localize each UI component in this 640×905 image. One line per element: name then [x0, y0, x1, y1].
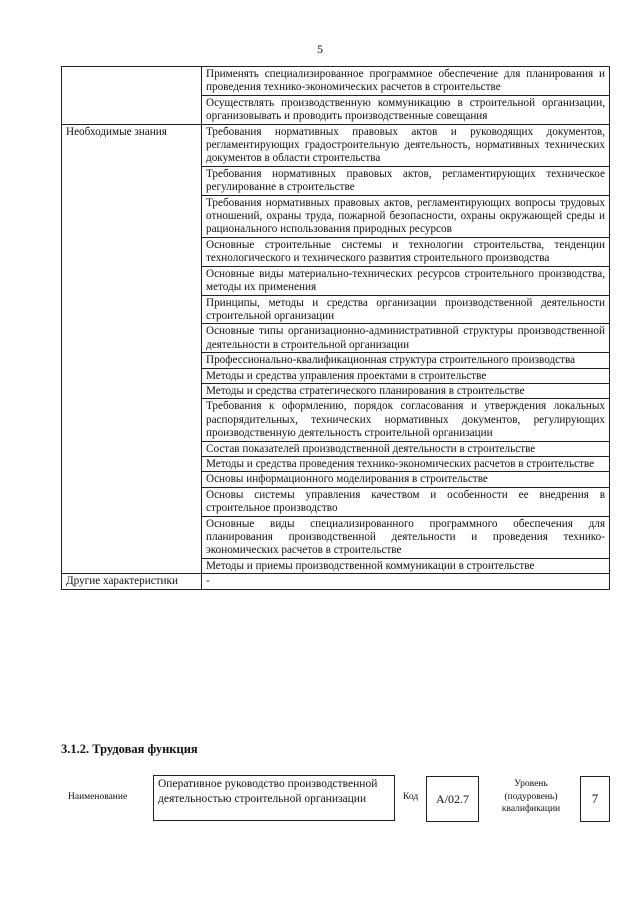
item-text: Методы и средства проведения технико-экономических расчетов в строительстве: [206, 457, 595, 470]
item-text: Профессионально-квалификационная структура строительного производства: [206, 354, 576, 367]
section-heading: 3.1.2. Трудовая функция: [61, 742, 198, 756]
item-text: Состав показателей производственной деятельности в строительстве: [206, 442, 536, 455]
level-label: Уровень (подуровень) квалификации: [501, 779, 561, 814]
name-label: Наименование: [68, 792, 128, 802]
item-cell: [202, 399, 610, 441]
item-text: Методы и средства стратегического планирования в строительстве: [206, 384, 525, 397]
item-cell: [202, 95, 610, 124]
item-text: Требования нормативных правовых актов, регламентирующих вопросы трудовых отношений, охраны труда, пожарной безопасности, охраны окружающей среды и рационального использования природных ресурсов: [206, 196, 605, 236]
row-label-cell: [62, 574, 202, 589]
table-row: [62, 124, 610, 166]
table-row: [62, 67, 610, 96]
row-label: Необходимые знания: [66, 125, 167, 138]
table-row: [62, 574, 610, 589]
item-text: Требования нормативных правовых актов, регламентирующих техническое регулирование в строительстве: [206, 167, 605, 194]
requirements-table: [61, 66, 610, 590]
item-text: Принципы, методы и средства организации производственной деятельности строительной организации: [206, 296, 605, 322]
item-text: Основные виды материально-технических ресурсов строительного производства, методы их применения: [206, 267, 605, 294]
item-text: Осуществлять производственную коммуникацию в строительной организации, организовывать и проводить производственные совещания: [206, 96, 605, 123]
function-name-value: Оперативное руководство производственной деятельностью строительной организации: [153, 775, 395, 821]
item-text: Требования нормативных правовых актов и руководящих документов, регламентирующих градостроительную деятельность, нормативных технических документов в области строительства: [206, 125, 605, 165]
item-text: Основные виды специализированного программного обеспечения для планирования производственной деятельности и проведения технико-экономических расчетов в строительстве: [206, 517, 605, 557]
item-text: -: [206, 575, 210, 588]
item-text: Основные строительные системы и технологии строительства, тенденции технологического и технического развития строительного производства: [206, 238, 605, 265]
item-text: Методы и приемы производственной коммуникации в строительстве: [206, 559, 535, 572]
code-label: Код: [403, 792, 419, 802]
row-label-cell: [62, 67, 202, 125]
item-text: Основные типы организационно-административной структуры производственной деятельности в строительной организации: [206, 325, 605, 351]
item-cell: [202, 516, 610, 558]
item-cell: [202, 67, 610, 96]
item-cell: [202, 124, 610, 166]
item-text: Основы системы управления качеством и особенности ее внедрения в строительное производство: [206, 488, 605, 515]
item-cell: [202, 472, 610, 487]
row-label-cell: [62, 124, 202, 574]
row-label: Другие характеристики: [66, 575, 178, 588]
function-code-value: A/02.7: [426, 776, 479, 822]
item-cell: [202, 456, 610, 471]
item-text: Применять специализированное программное обеспечение для планирования и проведения технико-экономических расчетов в строительстве: [206, 68, 605, 94]
item-cell: [202, 558, 610, 573]
item-text: Требования к оформлению, порядок согласования и утверждения локальных распорядительных, технических нормативных документов, регулирующих производственную деятельность строительной организации: [206, 400, 605, 440]
item-text: Методы и средства управления проектами в строительстве: [206, 369, 487, 382]
item-cell: [202, 353, 610, 368]
item-cell: [202, 441, 610, 456]
item-cell: [202, 195, 610, 237]
item-text: Основы информационного моделирования в строительстве: [206, 473, 488, 486]
level-value: 7: [580, 776, 610, 822]
page-number: 5: [317, 42, 323, 56]
item-cell: [202, 266, 610, 295]
item-cell: [202, 166, 610, 195]
item-cell: [202, 368, 610, 383]
item-cell: [202, 383, 610, 398]
item-cell: [202, 237, 610, 266]
item-cell: [202, 574, 610, 589]
item-cell: [202, 487, 610, 516]
item-cell: [202, 295, 610, 324]
item-cell: [202, 324, 610, 353]
